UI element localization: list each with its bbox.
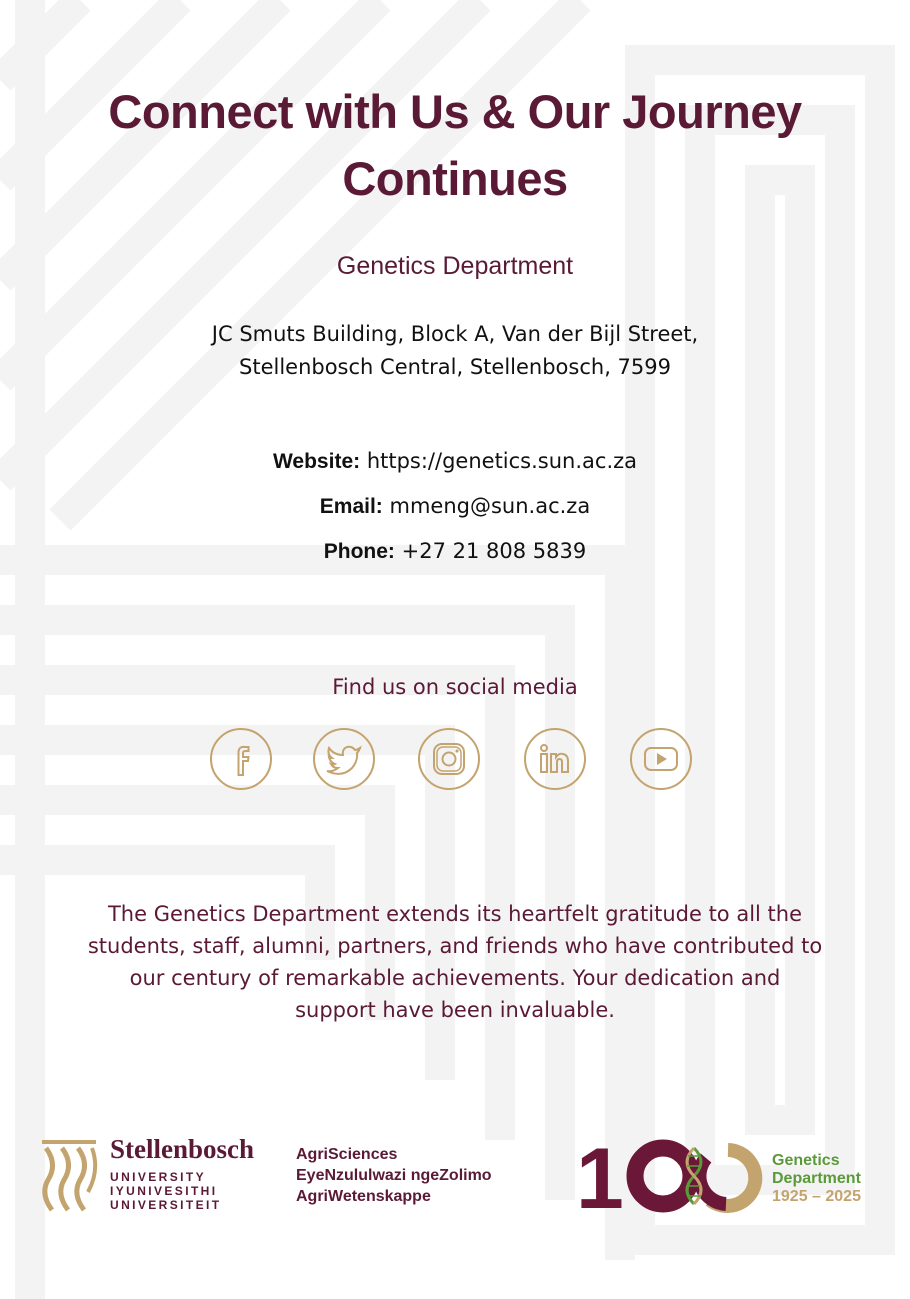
website-link[interactable]: https://genetics.sun.ac.za (366, 449, 638, 473)
centenary-label-2: Department (772, 1170, 861, 1187)
address (0, 318, 910, 384)
phone-number[interactable]: +27 21 808 5839 (401, 539, 587, 563)
centenary-logo (576, 1138, 886, 1216)
facebook-icon[interactable] (210, 728, 272, 790)
email-label: Email: (319, 495, 383, 518)
gratitude-line-3: our century of remarkable achievements. Your dedication and (129, 966, 781, 990)
university-line-1: UNIVERSITY (110, 1170, 207, 1184)
faculty-line-3: AgriWetenskappe (296, 1188, 431, 1205)
gratitude-line-4: support have been invaluable. (295, 998, 615, 1022)
faculty-line-2: EyeNzululwazi ngeZolimo (296, 1167, 492, 1184)
email-link[interactable]: mmeng@sun.ac.za (389, 494, 591, 518)
website-label: Website: (272, 450, 361, 473)
title-line-1: Connect with Us & Our Journey (108, 85, 802, 138)
centenary-years: 1925 – 2025 (772, 1188, 861, 1205)
page-title (40, 78, 870, 212)
university-emblem-icon (38, 1136, 100, 1218)
twitter-icon[interactable] (313, 728, 375, 790)
instagram-icon[interactable] (418, 728, 480, 790)
university-line-2: IYUNIVESITHI (110, 1184, 218, 1198)
university-line-3: UNIVERSITEIT (110, 1198, 222, 1212)
website-row (0, 449, 910, 474)
university-name: Stellenbosch (110, 1134, 255, 1164)
address-line-1: JC Smuts Building, Block A, Van der Bijl Street, (211, 322, 699, 346)
email-row (0, 494, 910, 519)
gratitude-message (55, 898, 855, 1026)
social-heading: Find us on social media (332, 675, 578, 699)
gratitude-line-1: The Genetics Department extends its heartfelt gratitude to all the (107, 902, 803, 926)
address-line-2: Stellenbosch Central, Stellenbosch, 7599 (239, 355, 671, 379)
linkedin-icon[interactable] (524, 728, 586, 790)
faculty-line-1: AgriSciences (296, 1146, 398, 1163)
centenary-label-1: Genetics (772, 1152, 840, 1169)
stellenbosch-university-logo (38, 1136, 268, 1218)
phone-row (0, 539, 910, 564)
phone-label: Phone: (323, 540, 395, 563)
youtube-icon[interactable] (630, 728, 692, 790)
department-name: Genetics Department (336, 252, 574, 280)
centenary-100-mark (576, 1138, 766, 1216)
gratitude-line-2: students, staff, alumni, partners, and friends who have contributed to (87, 934, 823, 958)
centenary-digit: 1 (576, 1138, 624, 1216)
title-line-2: Continues (342, 152, 568, 205)
social-icons (0, 728, 910, 794)
